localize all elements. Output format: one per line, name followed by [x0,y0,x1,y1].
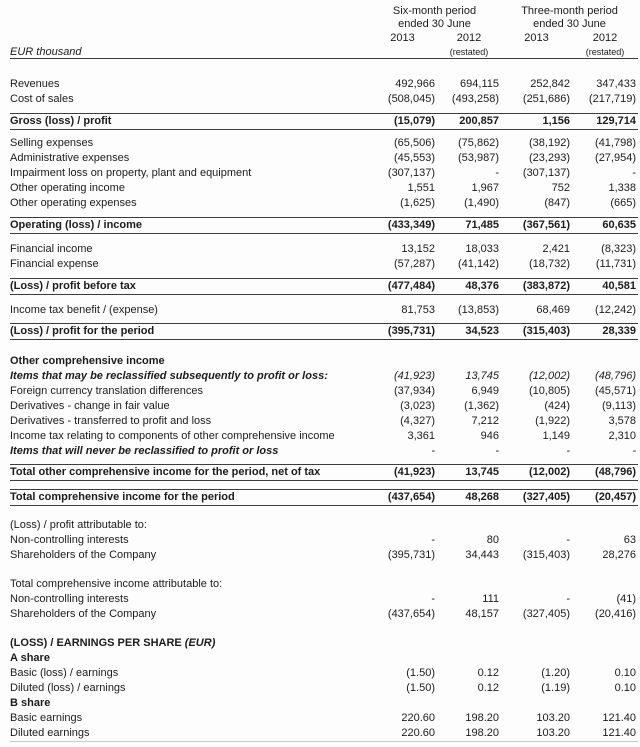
value-cell: (1,362) [464,400,499,412]
value-cell: 103.20 [501,726,572,742]
value-cell: (9,113) [601,400,637,412]
value-cell: - [431,534,435,546]
row-label [10,257,368,272]
table-row [10,114,638,130]
row-label [10,548,368,563]
six-month-period-line1: Six-month period [392,5,477,17]
value-cell: 6,949 [471,385,499,397]
row-label [10,666,368,681]
value-cell [368,577,437,592]
value-cell: 81,753 [401,304,435,316]
table-row [10,548,638,563]
value-cell: (20,457) [572,490,638,506]
value-cell: 2,421 [542,243,570,255]
value-cell: 0.10 [614,682,637,694]
table-row [10,354,638,369]
value-cell: (27,954) [595,152,637,164]
value-cell: 68,469 [536,304,570,316]
value-cell [437,696,501,711]
table-row [10,279,638,295]
table-row [10,651,638,666]
row-label-text: Financial income [10,243,93,255]
value-cell: (1.50) [406,682,435,694]
table-row [10,77,638,92]
restated-note: (restated) [437,45,501,59]
row-label [10,77,368,92]
value-cell [572,354,638,369]
value-cell: 3,361 [407,430,435,442]
value-cell: 60,635 [572,218,638,234]
value-cell: 220.60 [401,712,435,724]
value-cell: 198.20 [437,726,501,742]
row-label-text: Income tax relating to components of other comprehensive income [10,430,335,442]
value-cell: - [495,167,499,179]
table-row [10,636,638,651]
value-cell: 0.10 [614,667,637,679]
row-label-italic-suffix: (EUR) [181,637,216,649]
row-label [10,444,368,459]
value-cell: (37,934) [394,385,435,397]
value-cell: 492,966 [395,78,435,90]
value-cell: (41) [616,593,637,605]
value-cell: - [566,445,570,457]
row-label-text: (Loss) / profit attributable to: [10,519,147,531]
row-label-text: Other operating income [10,182,125,194]
value-cell: (437,654) [387,608,435,620]
row-label-text: Administrative expenses [10,152,130,164]
value-cell: (217,719) [588,93,637,105]
value-cell: (1,490) [464,197,499,209]
three-month-period-line1: Three-month period [521,5,618,17]
table-row [10,429,638,444]
value-cell [368,354,437,369]
value-cell: 121.40 [572,726,638,742]
value-cell: 3,578 [608,415,637,427]
value-cell: 198.20 [465,712,499,724]
value-cell: (1.20) [541,667,570,679]
value-cell: 28,339 [572,324,638,340]
value-cell: 1,149 [542,430,570,442]
value-cell [437,577,501,592]
value-cell: (13,853) [458,304,499,316]
year-column-header: 2012 [592,32,618,44]
row-label [10,607,368,622]
row-label-text: Shareholders of the Company [10,549,157,561]
row-label [10,384,368,399]
value-cell: (307,137) [387,167,435,179]
value-cell [501,651,572,666]
value-cell: 111 [482,593,499,605]
value-cell: 13,152 [401,243,435,255]
value-cell: 34,523 [437,324,501,340]
value-cell: - [566,593,570,605]
six-month-period-header [368,5,501,31]
value-cell: 694,115 [460,78,499,90]
row-label-text: Derivatives - transferred to profit and loss [10,415,212,427]
row-label-text: Items that may be reclassified subsequently to profit or loss: [10,370,328,382]
value-cell: 80 [486,534,499,546]
row-label-text: Non-controlling interests [10,593,129,605]
row-label [10,92,368,107]
header-empty-cell [10,31,368,45]
value-cell: 1,551 [407,182,435,194]
value-cell [572,651,638,666]
row-label-text: Other operating expenses [10,197,137,209]
value-cell: (367,561) [501,218,572,234]
value-cell: 63 [623,534,637,546]
value-cell: (383,872) [501,279,572,295]
value-cell: (41,142) [458,258,499,270]
value-cell: 40,581 [572,279,638,295]
row-label [10,196,368,211]
value-cell: (45,571) [595,385,637,397]
value-cell: (395,731) [387,549,435,561]
table-row [10,607,638,622]
value-cell: (12,002) [529,370,570,382]
table-row [10,533,638,548]
value-cell: - [431,445,435,457]
value-cell: 1,156 [501,114,572,130]
table-row [10,518,638,533]
table-row [10,136,638,151]
table-row [10,242,638,257]
table-row [10,577,638,592]
value-cell: 946 [480,430,499,442]
spacer-row [10,59,638,78]
spacer-cell [10,234,638,243]
value-cell: (493,258) [451,93,499,105]
value-cell: 252,842 [530,78,570,90]
value-cell: - [495,445,499,457]
value-cell [572,518,638,533]
value-cell: (41,923) [394,370,435,382]
value-cell: - [566,534,570,546]
row-label-text: Derivatives - change in fair value [10,400,170,412]
row-label [10,369,368,384]
row-label-text: Foreign currency translation differences [10,385,204,397]
value-cell: (327,405) [522,608,570,620]
value-cell [572,696,638,711]
row-label-text: Non-controlling interests [10,534,129,546]
value-cell: (41,798) [595,137,637,149]
three-month-period-line2: ended 30 June [533,18,606,30]
value-cell: 7,212 [471,415,499,427]
value-cell: 1,967 [471,182,499,194]
value-cell [437,636,501,651]
row-label [10,681,368,696]
value-cell: (41,923) [368,465,437,481]
row-label-text: Financial expense [10,258,99,270]
value-cell: (23,293) [529,152,570,164]
value-cell: 200,857 [437,114,501,130]
year-column-header: 2013 [524,32,549,44]
table-row [10,324,638,340]
spacer-cell [10,563,638,577]
row-label [10,726,368,742]
table-row [10,399,638,414]
table-row [10,490,638,506]
value-cell: (15,079) [368,114,437,130]
row-label-text: Revenues [10,78,60,90]
value-cell [368,651,437,666]
restated-note-row [10,45,638,59]
row-label [10,324,368,340]
table-row [10,196,638,211]
value-cell: (45,553) [394,152,435,164]
row-label [10,711,368,726]
value-cell: (10,805) [529,385,570,397]
value-cell: (433,349) [368,218,437,234]
spacer-row [10,563,638,577]
value-cell [437,518,501,533]
row-label-text: Selling expenses [10,137,94,149]
row-label [10,114,368,130]
spacer-row [10,622,638,636]
value-cell: (75,862) [458,137,499,149]
year-header-row [10,31,638,45]
value-cell [501,518,572,533]
table-row [10,681,638,696]
value-cell: (665) [610,197,637,209]
value-cell [368,696,437,711]
row-label [10,465,368,481]
table-row [10,257,638,272]
value-cell: 0.12 [477,682,499,694]
row-label [10,429,368,444]
row-label-text: Diluted (loss) / earnings [10,682,126,694]
table-row [10,666,638,681]
value-cell: 71,485 [437,218,501,234]
row-label [10,151,368,166]
spacer-cell [10,506,638,519]
table-row [10,218,638,234]
row-label-text: Diluted earnings [10,727,90,739]
row-label-text: Total comprehensive income for the period [10,491,235,503]
row-label-text: Items that will never be reclassified to profit or loss [10,445,279,457]
value-cell: (1,625) [400,197,435,209]
spacer-row [10,234,638,243]
spacer-cell [10,481,638,490]
value-cell: 220.60 [368,726,437,742]
year-column-header: 2013 [390,32,415,44]
value-cell: (18,732) [529,258,570,270]
table-row [10,726,638,742]
value-cell: (12,242) [595,304,637,316]
value-cell [368,636,437,651]
value-cell: 0.12 [477,667,499,679]
row-label [10,166,368,181]
value-cell: (11,731) [595,258,637,270]
row-label-text: A share [10,652,50,664]
value-cell: (424) [544,400,570,412]
table-row [10,369,638,384]
value-cell: (847) [544,197,570,209]
row-label [10,136,368,151]
table-row [10,181,638,196]
row-label [10,533,368,548]
table-body [10,59,638,742]
spacer-cell [10,340,638,355]
table-row [10,711,638,726]
value-cell: (4,327) [400,415,435,427]
value-cell: 48,376 [437,279,501,295]
row-label-text: Cost of sales [10,93,74,105]
value-cell: - [632,167,637,179]
spacer-row [10,506,638,519]
row-label [10,414,368,429]
value-cell: (327,405) [501,490,572,506]
row-label [10,242,368,257]
row-label-text: Operating (loss) / income [10,219,143,231]
value-cell: 18,033 [465,243,499,255]
value-cell: 28,276 [602,549,637,561]
spacer-cell [10,295,638,304]
value-cell [572,577,638,592]
value-cell: (3,023) [400,400,435,412]
value-cell [437,651,501,666]
table-header [10,5,638,59]
value-cell: (307,137) [522,167,570,179]
three-month-period-header [501,5,638,31]
row-label-text: (LOSS) / EARNINGS PER SHARE [10,637,182,649]
header-empty-cell [10,5,368,31]
row-label [10,399,368,414]
row-label-text: Impairment loss on property, plant and equipment [10,167,252,179]
header-empty-cell [501,45,572,59]
value-cell: (251,686) [522,93,570,105]
row-label [10,218,368,234]
value-cell: 13,745 [437,465,501,481]
value-cell: (53,987) [458,152,499,164]
value-cell: (1.19) [541,682,570,694]
table-row [10,92,638,107]
table-row [10,444,638,459]
unit-label: EUR thousand [10,45,368,59]
value-cell: (20,416) [595,608,637,620]
spacer-row [10,340,638,355]
value-cell: (48,796) [595,370,637,382]
row-label-text: Gross (loss) / profit [10,115,112,127]
row-label-text: Total comprehensive income attributable to: [10,578,223,590]
table-row [10,414,638,429]
six-month-period-line2: ended 30 June [398,18,471,30]
value-cell: (12,002) [501,465,572,481]
income-statement-table [10,5,638,742]
value-cell [501,577,572,592]
row-label [10,636,368,651]
spacer-row [10,481,638,490]
table-row [10,592,638,607]
row-label [10,490,368,506]
value-cell: (1,922) [535,415,570,427]
row-label [10,577,368,592]
header-empty-cell [368,45,437,59]
value-cell [572,636,638,651]
value-cell: 2,310 [608,430,637,442]
value-cell: (65,506) [394,137,435,149]
value-cell: 347,433 [596,78,637,90]
value-cell: (57,287) [394,258,435,270]
value-cell: 103.20 [536,712,570,724]
restated-note: (restated) [572,45,638,59]
row-label-text: Other comprehensive income [10,355,165,367]
year-column-header: 2012 [456,32,482,44]
row-label-text: Income tax benefit / (expense) [10,304,158,316]
row-label-text: (Loss) / profit for the period [10,325,155,337]
table-row [10,465,638,481]
row-label-text: Basic (loss) / earnings [10,667,119,679]
table-row [10,303,638,318]
table-row [10,151,638,166]
value-cell: 121.40 [602,712,637,724]
value-cell: (508,045) [387,93,435,105]
value-cell: (477,484) [368,279,437,295]
value-cell [501,354,572,369]
row-label [10,303,368,318]
value-cell: (38,192) [529,137,570,149]
value-cell: (48,796) [572,465,638,481]
row-label [10,592,368,607]
row-label [10,279,368,295]
value-cell: 34,443 [465,549,499,561]
row-label-text: (Loss) / profit before tax [10,280,136,292]
value-cell [368,518,437,533]
row-label-text: Shareholders of the Company [10,608,157,620]
spacer-row [10,295,638,304]
value-cell: 129,714 [572,114,638,130]
value-cell: (8,323) [601,243,637,255]
value-cell: 1,338 [608,182,637,194]
row-label [10,181,368,196]
period-header-row [10,5,638,31]
value-cell: 752 [551,182,570,194]
table-row [10,166,638,181]
value-cell: (1.50) [406,667,435,679]
value-cell: (315,403) [522,549,570,561]
row-label [10,696,368,711]
spacer-cell [10,622,638,636]
value-cell: (395,731) [368,324,437,340]
row-label [10,354,368,369]
value-cell: - [632,445,637,457]
value-cell: (315,403) [501,324,572,340]
table-row [10,384,638,399]
value-cell: 48,157 [465,608,499,620]
row-label [10,651,368,666]
value-cell: 48,268 [437,490,501,506]
value-cell: (437,654) [368,490,437,506]
row-label-text: Basic earnings [10,712,83,724]
row-label [10,518,368,533]
value-cell [501,636,572,651]
row-label-text: B share [10,697,51,709]
spacer-cell [10,59,638,78]
table-row [10,696,638,711]
row-label-text: Total other comprehensive income for the period, net of tax [10,466,321,478]
value-cell [437,354,501,369]
value-cell [501,696,572,711]
value-cell: - [431,593,435,605]
value-cell: 13,745 [465,370,499,382]
